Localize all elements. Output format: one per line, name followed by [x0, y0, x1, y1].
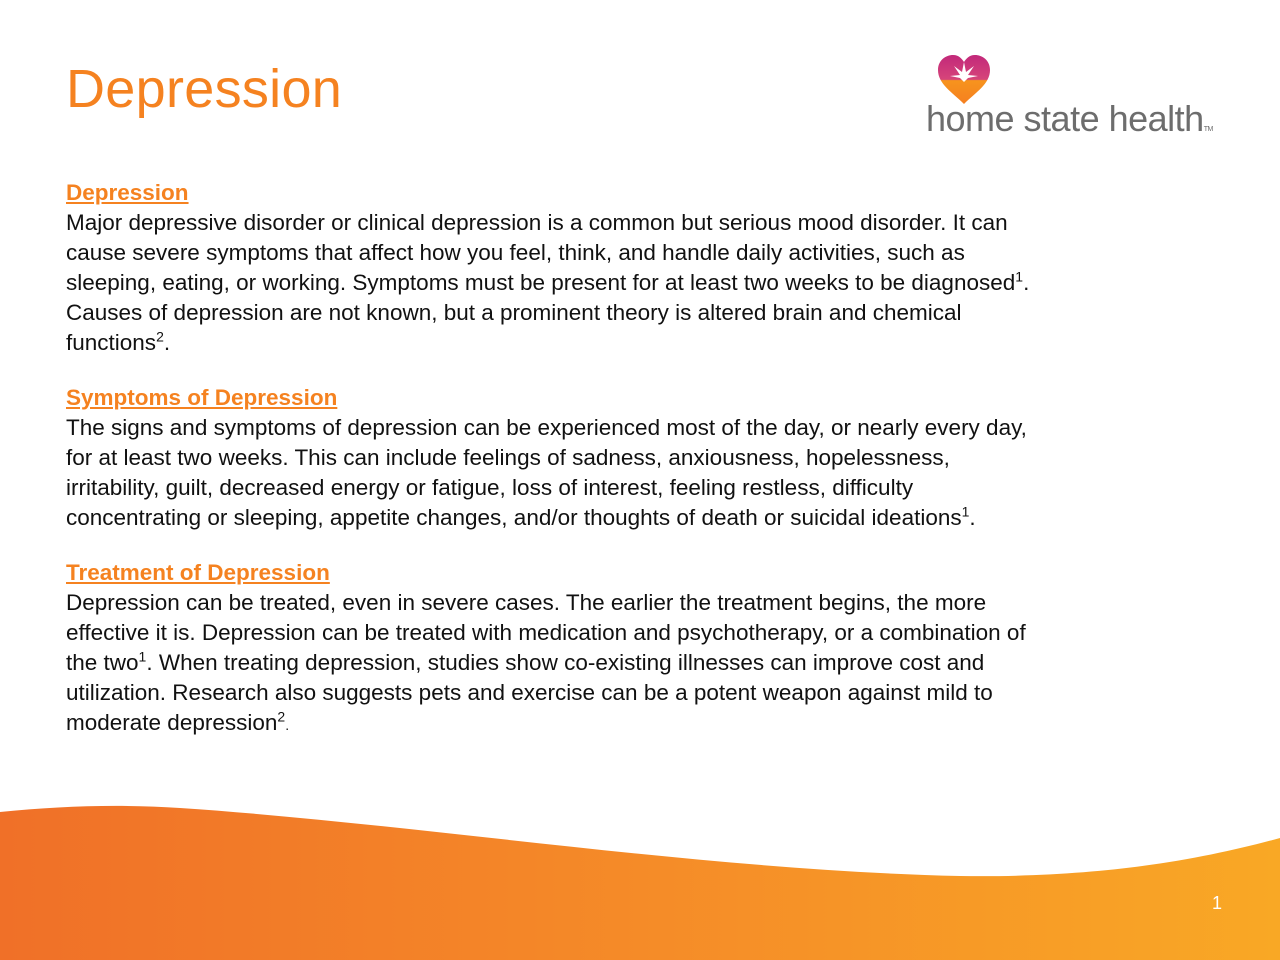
section-depression	[66, 178, 1186, 358]
trademark: TM	[1203, 126, 1213, 133]
footnote-ref: 2	[156, 328, 164, 345]
text-line: for at least two weeks. This can include feelings of sadness, anxiousness, hopelessness,	[66, 445, 950, 470]
footnote-ref: 1	[138, 648, 147, 665]
text-line: .	[969, 505, 976, 530]
text-line: moderate depression	[66, 710, 278, 735]
text-line: .	[285, 717, 290, 733]
text-line: concentrating or sleeping, appetite changes, and/or thoughts of death or suicidal ideations	[66, 505, 962, 530]
text-line: Major depressive disorder or clinical depression is a common but serious mood disorder. It can	[66, 210, 1008, 235]
page-number: 1	[1212, 893, 1223, 913]
text-line: .	[1023, 270, 1030, 295]
text-line: the two	[66, 650, 139, 675]
footnote-ref: 2	[277, 708, 286, 725]
text-line: Depression can be treated, even in severe cases. The earlier the treatment begins, the more	[66, 590, 987, 615]
text-line: effective it is. Depression can be treated with medication and psychotherapy, or a combination of	[66, 620, 1026, 645]
section-heading[interactable]: Symptoms of Depression	[66, 385, 338, 410]
footnote-ref: 1	[961, 503, 970, 520]
section-heading[interactable]: Depression	[66, 180, 189, 205]
text-line: The signs and symptoms of depression can be experienced most of the day, or nearly every day,	[66, 415, 1027, 440]
text-line: . When treating depression, studies show co-existing illnesses can improve cost and	[146, 650, 985, 675]
footnote-ref: 1	[1015, 268, 1024, 285]
text-line: .	[163, 330, 171, 355]
section-symptoms	[66, 383, 1186, 533]
text-line: irritability, guilt, decreased energy or fatigue, loss of interest, feeling restless, difficulty	[66, 475, 914, 500]
text-line: sleeping, eating, or working. Symptoms must be present for at least two weeks to be diagnosed	[66, 270, 1016, 295]
page-title: Depression	[66, 59, 343, 119]
text-line: functions	[66, 330, 157, 355]
section-treatment	[66, 558, 1186, 740]
text-line: utilization. Research also suggests pets and exercise can be a potent weapon against mild to	[66, 680, 993, 705]
text-line: Causes of depression are not known, but a prominent theory is altered brain and chemical	[66, 300, 962, 325]
footer-wave	[0, 790, 1280, 960]
section-heading[interactable]: Treatment of Depression	[66, 560, 330, 585]
home-state-health-logo	[924, 54, 1216, 144]
logo-text: home state health	[926, 98, 1204, 139]
text-line: cause severe symptoms that affect how you feel, think, and handle daily activities, such as	[66, 240, 965, 265]
